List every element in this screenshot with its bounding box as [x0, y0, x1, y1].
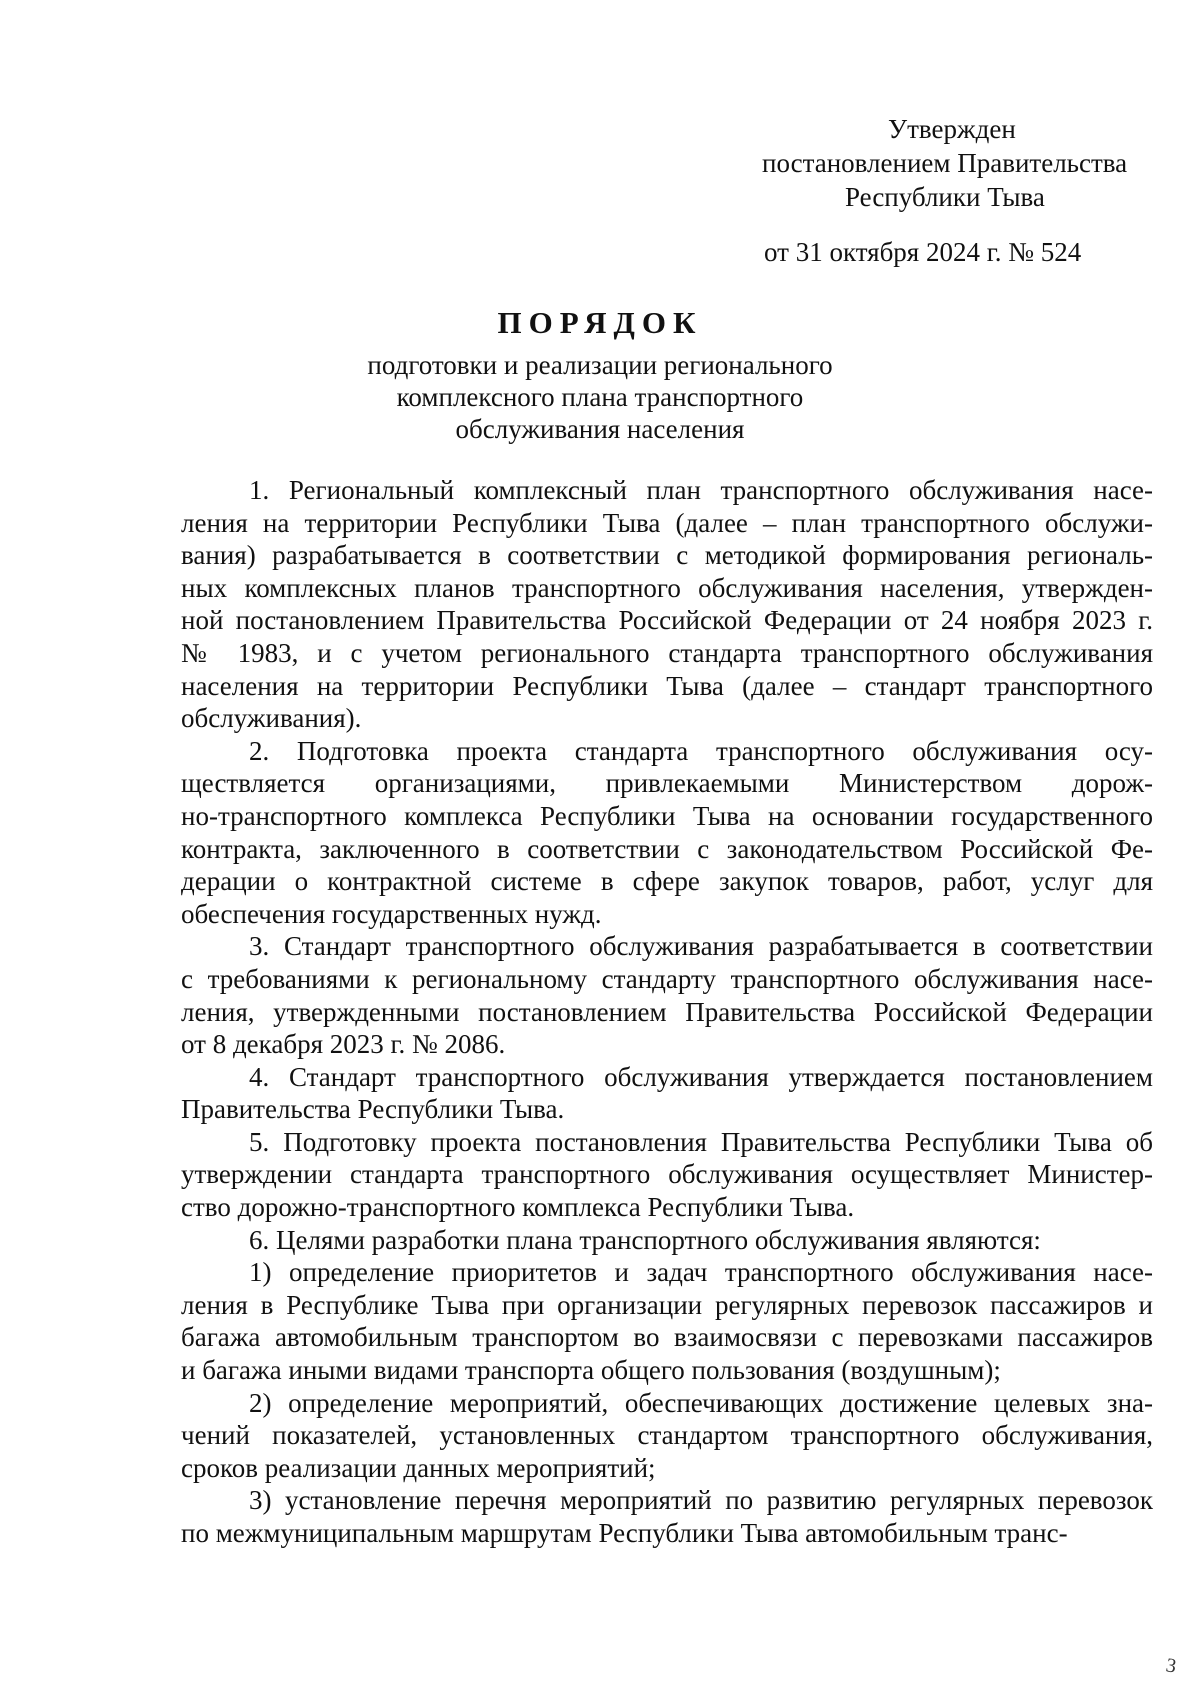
paragraph-line: сроков реализации данных мероприятий; — [181, 1452, 656, 1483]
paragraph-line: чений показателей, установленных стандартом транспортного обслуживания, — [181, 1420, 1153, 1451]
paragraph — [181, 735, 1153, 931]
paragraph — [181, 1061, 1153, 1126]
paragraph-line: и багажа иными видами транспорта общего пользования (воздушным); — [181, 1355, 1001, 1386]
document-body — [181, 474, 1153, 1550]
paragraph-line: ления на территории Республики Тыва (далее – план транспортного обслужи- — [181, 507, 1153, 538]
approval-stamp — [740, 112, 1140, 269]
subtitle-line: подготовки и реализации регионального — [367, 350, 833, 380]
paragraph-line: ления, утвержденными постановлением Правительства Российской Федерации — [181, 996, 1153, 1027]
paragraph — [181, 1126, 1153, 1224]
paragraph-line: вания) разрабатывается в соответствии с методикой формирования региональ- — [181, 540, 1153, 571]
paragraph-line: № 1983, и с учетом регионального стандарта транспортного обслуживания — [181, 637, 1153, 668]
page-corner-mark: 3 — [1164, 1654, 1178, 1678]
paragraph-line: обслуживания). — [181, 703, 362, 734]
paragraph-line: ных комплексных планов транспортного обслуживания населения, утвержден- — [181, 572, 1153, 603]
paragraph — [181, 474, 1153, 735]
paragraph-line: 4. Стандарт транспортного обслуживания утверждается постановлением — [249, 1061, 1153, 1092]
paragraph — [181, 1387, 1153, 1485]
paragraph-line: 6. Целями разработки плана транспортного обслуживания являются: — [249, 1224, 1041, 1255]
paragraph-line: 2. Подготовка проекта стандарта транспортного обслуживания осу- — [249, 735, 1153, 766]
subtitle-line: обслуживания населения — [455, 414, 745, 444]
subtitle-line: комплексного плана транспортного — [396, 382, 804, 412]
document-title-block — [180, 303, 1020, 445]
paragraph-line: с требованиями к региональному стандарту транспортного обслуживания насе- — [181, 963, 1153, 994]
paragraph-line: ной постановлением Правительства Российской Федерации от 24 ноября 2023 г. — [181, 605, 1153, 636]
paragraph-line: Правительства Республики Тыва. — [181, 1094, 565, 1125]
paragraph — [181, 1224, 1153, 1257]
paragraph-line: 1. Региональный комплексный план транспортного обслуживания насе- — [249, 475, 1153, 505]
paragraph-line: 5. Подготовку проекта постановления Правительства Республики Тыва об — [249, 1126, 1153, 1157]
paragraph-line: утверждении стандарта транспортного обслуживания осуществляет Министер- — [181, 1159, 1153, 1190]
paragraph-line: 2) определение мероприятий, обеспечивающих достижение целевых зна- — [249, 1387, 1153, 1418]
paragraph-line: ления в Республике Тыва при организации регулярных перевозок пассажиров и — [181, 1289, 1153, 1320]
paragraph-line: контракта, заключенного в соответствии с законодательством Российской Фе- — [181, 833, 1153, 864]
document-subtitle — [180, 349, 1020, 445]
paragraph — [181, 1484, 1153, 1549]
paragraph-line: 3) установление перечня мероприятий по развитию регулярных перевозок — [249, 1485, 1153, 1516]
approval-line-2: постановлением Правительства — [762, 148, 1128, 178]
paragraph — [181, 930, 1153, 1060]
approval-line-1: Утвержден — [888, 114, 1016, 144]
paragraph-line: населения на территории Республики Тыва (далее – стандарт транспортного — [181, 670, 1153, 701]
paragraph-line: ство дорожно-транспортного комплекса Республики Тыва. — [181, 1192, 855, 1223]
paragraph-line: по межмуниципальным маршрутам Республики Тыва автомобильным транс- — [181, 1518, 1068, 1548]
paragraph-line: 3. Стандарт транспортного обслуживания разрабатывается в соответствии — [249, 931, 1153, 962]
paragraph — [181, 1256, 1153, 1386]
approval-line-3: Республики Тыва — [845, 182, 1045, 212]
document-title: ПОРЯДОК — [497, 305, 703, 340]
paragraph-line: обеспечения государственных нужд. — [181, 898, 602, 929]
paragraph-line: ществляется организациями, привлекаемыми Министерством дорож- — [181, 768, 1153, 799]
paragraph-line: 1) определение приоритетов и задач транспортного обслуживания насе- — [249, 1257, 1153, 1288]
approval-date-number: от 31 октября 2024 г. № 524 — [764, 237, 1082, 267]
paragraph-line: от 8 декабря 2023 г. № 2086. — [181, 1029, 506, 1060]
paragraph-line: дерации о контрактной системе в сфере закупок товаров, работ, услуг для — [181, 866, 1153, 897]
paragraph-line: багажа автомобильным транспортом во взаимосвязи с перевозками пассажиров — [181, 1322, 1153, 1353]
paragraph-line: но-транспортного комплекса Республики Тыва на основании государственного — [181, 800, 1153, 831]
